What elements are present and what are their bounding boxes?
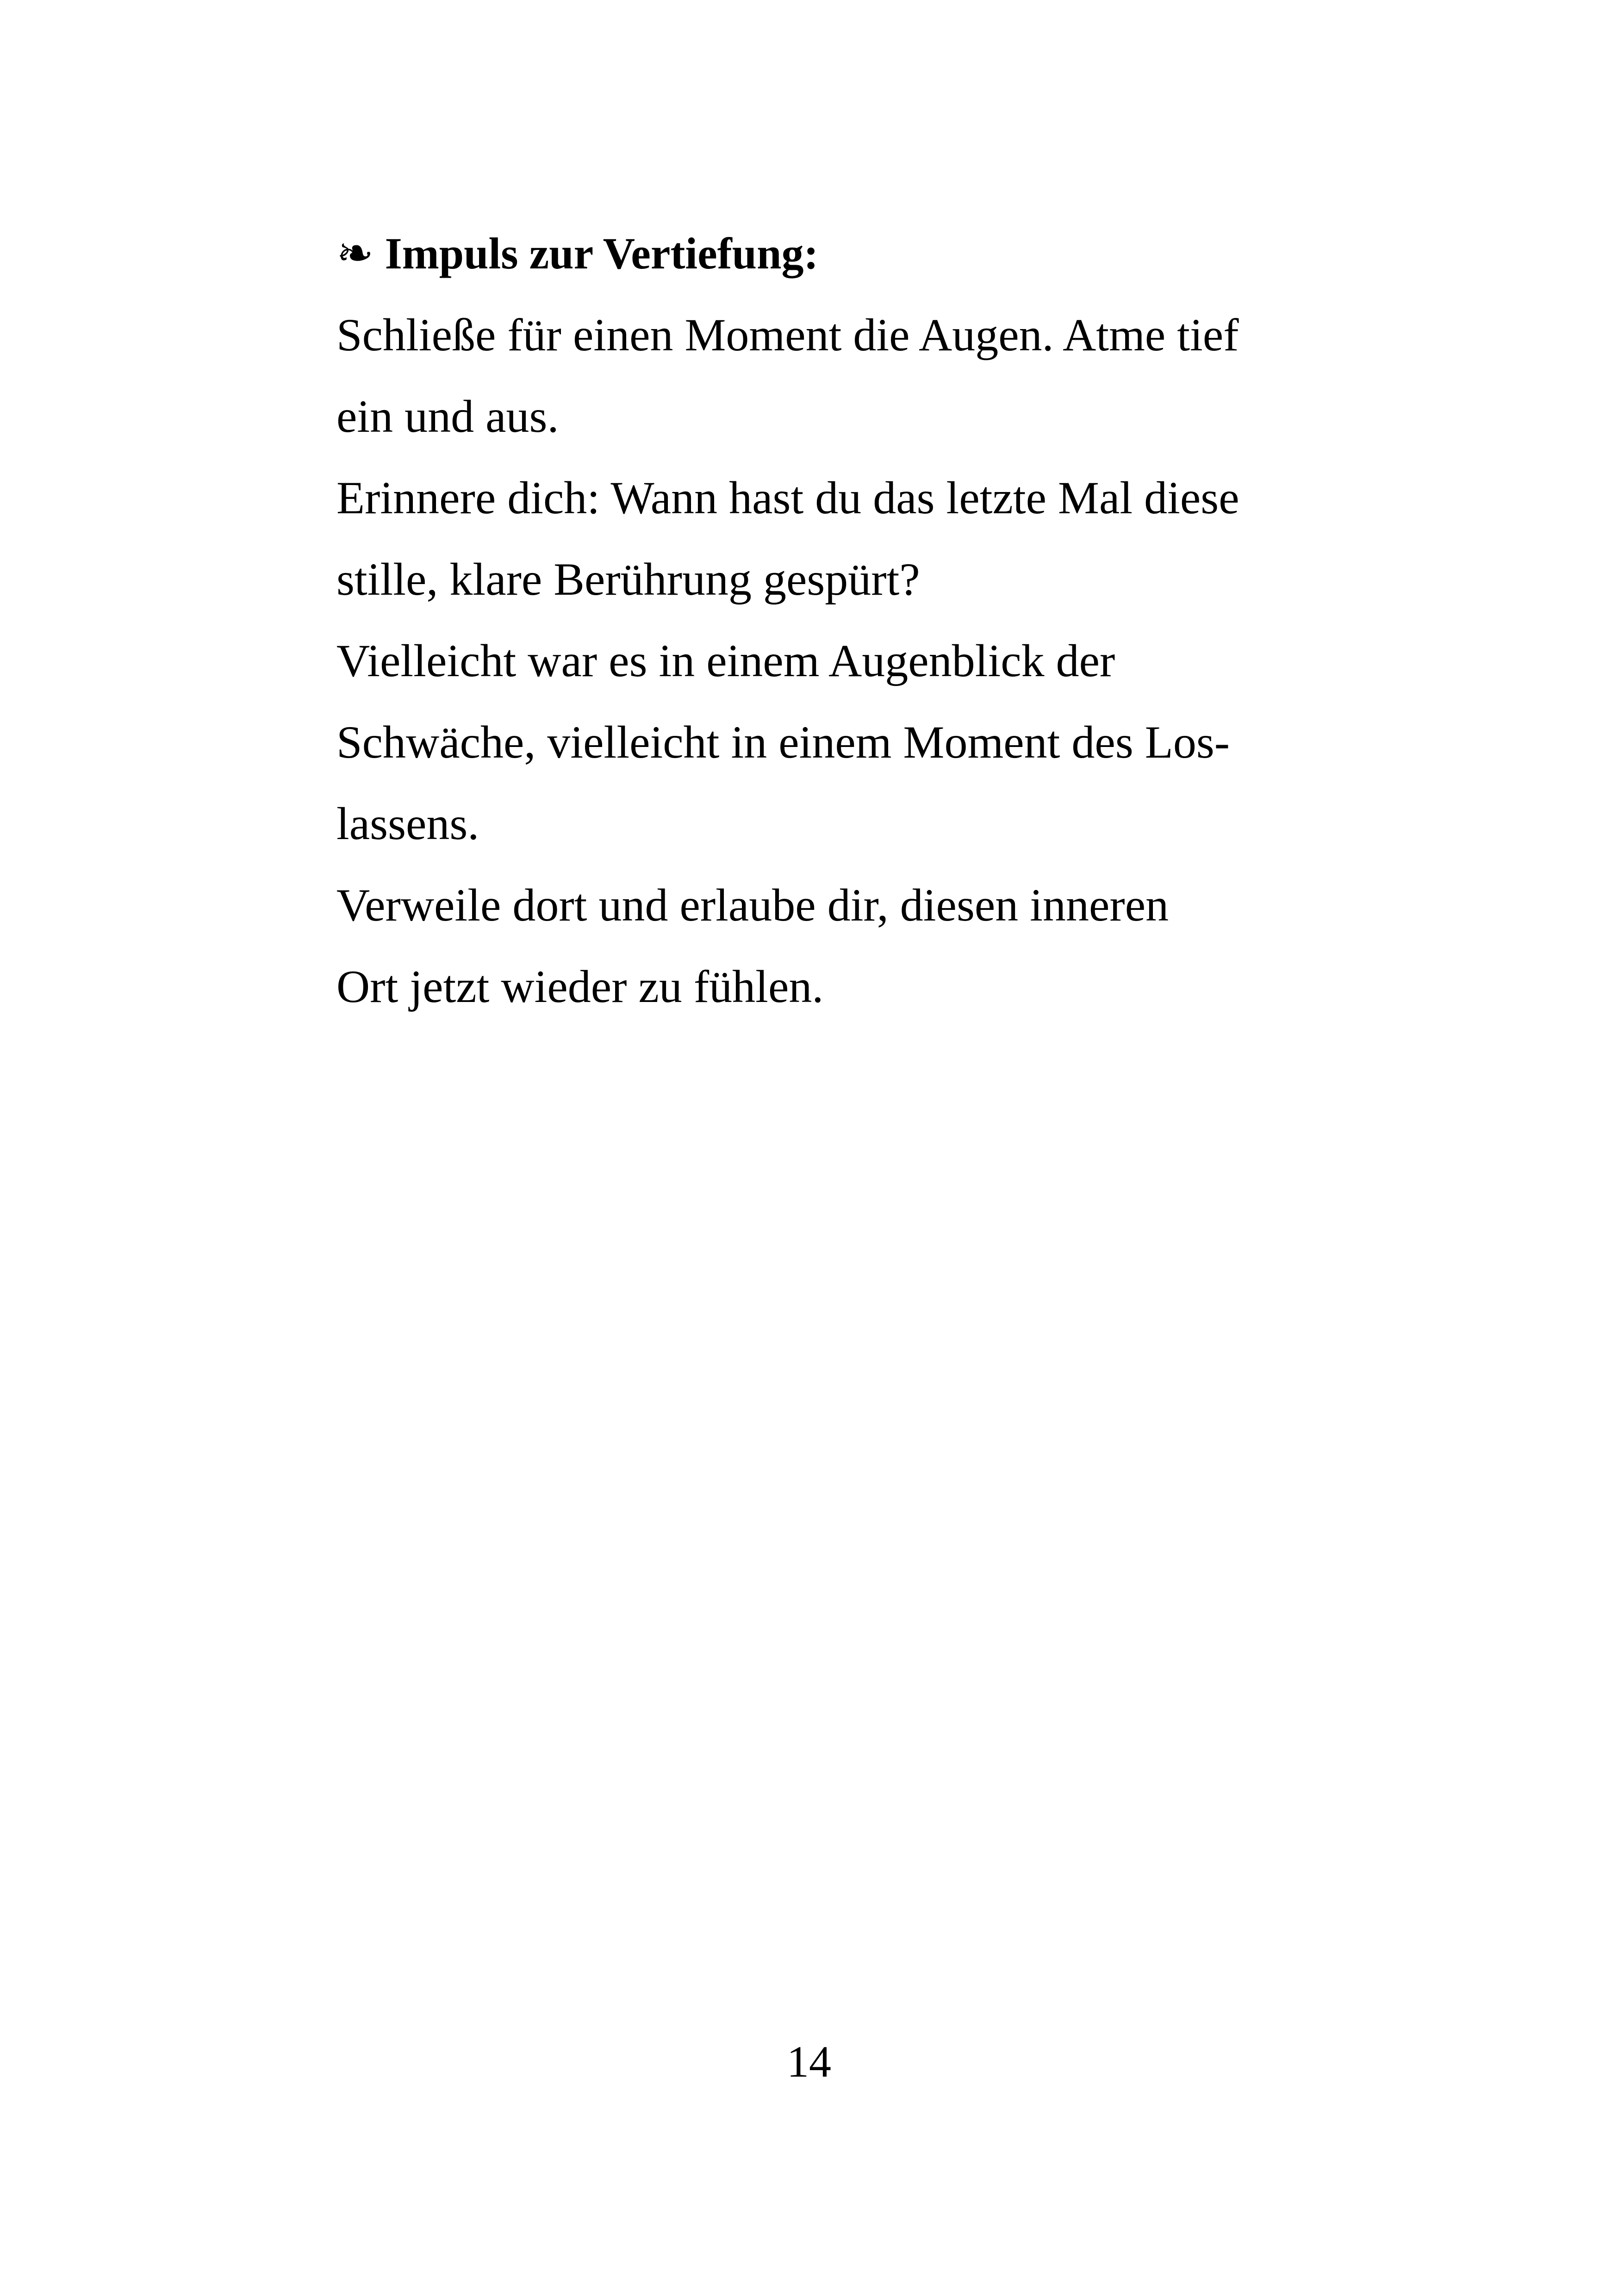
body-line: Erinnere dich: Wann hast du das letzte Mal diese <box>336 472 1239 523</box>
body-line: Schwäche, vielleicht in einem Moment des Los- <box>336 716 1230 768</box>
body-line: Schließe für einen Moment die Augen. Atme tief <box>336 309 1239 361</box>
floral-heart-icon: ❧ <box>336 229 374 278</box>
body-line: Vielleicht war es in einem Augenblick der <box>336 635 1115 686</box>
body-line: stille, klare Berührung gespürt? <box>336 554 920 605</box>
section-heading <box>336 213 1355 294</box>
body-line: Ort jetzt wieder zu fühlen. <box>336 961 824 1012</box>
body-line: ein und aus. <box>336 391 559 442</box>
section-heading-text: Impuls zur Vertiefung: <box>385 229 819 278</box>
page-number: 14 <box>787 2037 831 2086</box>
body-line: lassens. <box>336 798 479 849</box>
page-content <box>336 213 1355 1027</box>
body-line: Verweile dort und erlaube dir, diesen inneren <box>336 879 1169 931</box>
